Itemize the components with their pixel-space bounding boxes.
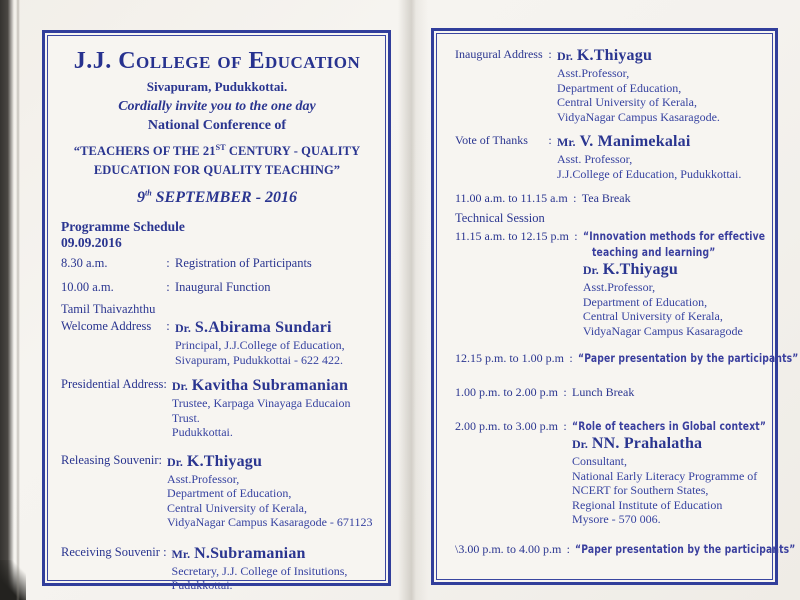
person-title-prefix: Dr. bbox=[557, 49, 573, 63]
person-subline: Mysore - 570 006. bbox=[572, 512, 661, 526]
title-line1-superscript: ST bbox=[215, 142, 226, 152]
programme-schedule-heading: Programme Schedule bbox=[61, 219, 185, 234]
conference-title bbox=[61, 142, 373, 180]
person-name: NN. Prahalatha bbox=[591, 435, 703, 452]
schedule-row-registration bbox=[61, 255, 373, 272]
person-name: K.Thiyagu bbox=[186, 452, 263, 470]
schedule-row-presidential-address bbox=[61, 376, 373, 440]
tamil-thaivazhthu-line: Tamil Thaivazhthu bbox=[61, 302, 156, 316]
person-title-prefix: Mr. bbox=[171, 546, 191, 561]
row-colon: : bbox=[569, 351, 573, 365]
schedule-row-releasing-souvenir bbox=[61, 452, 373, 530]
person-subline: Department of Education, bbox=[167, 486, 292, 500]
row-session bbox=[578, 350, 800, 366]
row-person bbox=[557, 46, 762, 124]
row-label: Inaugural Address bbox=[455, 47, 543, 61]
row-time-label: 11.00 a.m. to 11.15 a.m bbox=[455, 191, 568, 205]
person-subline: Principal, J.J.College of Education, bbox=[175, 338, 345, 352]
person-subline: VidyaNagar Campus Kasaragode. bbox=[557, 109, 720, 124]
session-title-line2 bbox=[583, 244, 800, 260]
row-session bbox=[575, 541, 800, 557]
date-superscript: th bbox=[144, 188, 152, 198]
person-subline: Department of Education, bbox=[557, 80, 682, 95]
row-colon: : bbox=[166, 280, 170, 294]
person-name-line bbox=[167, 452, 373, 472]
person-subline: Central University of Kerala, bbox=[582, 309, 723, 323]
conference-title-line1 bbox=[61, 142, 373, 161]
row-event: Registration of Participants bbox=[175, 256, 312, 270]
scan-corner-shadow bbox=[0, 560, 26, 600]
person-subline: Central University of Kerala, bbox=[557, 95, 697, 109]
row-time-label: 2.00 p.m. to 3.00 p.m bbox=[455, 419, 559, 433]
row-colon: : bbox=[563, 419, 567, 433]
person-name: N.Subramanian bbox=[194, 544, 306, 562]
left-page bbox=[42, 30, 391, 592]
person-title-prefix: Dr. bbox=[582, 263, 599, 277]
row-colon: : bbox=[548, 47, 552, 61]
person-subline: NCERT for Southern States, bbox=[572, 483, 709, 497]
row-person bbox=[172, 376, 373, 440]
conference-title-line2: EDUCATION FOR QUALITY TEACHING” bbox=[93, 163, 341, 177]
person-title-prefix: Dr. bbox=[175, 321, 191, 335]
row-time-label: 10.00 a.m. bbox=[61, 280, 114, 294]
session-title-text: “Innovation methods for effective bbox=[582, 229, 766, 243]
person-title-prefix: Dr. bbox=[572, 437, 588, 451]
paper-crease bbox=[16, 0, 20, 600]
session-title-text: “Paper presentation by the participants” bbox=[575, 541, 796, 556]
row-person bbox=[167, 452, 373, 530]
programme-schedule-date: 09.09.2016 bbox=[61, 235, 122, 250]
person-subline: Sivapuram, Pudukkottai - 622 422. bbox=[175, 352, 343, 367]
person-name-line bbox=[572, 434, 800, 454]
right-page-content bbox=[441, 38, 799, 575]
row-time-label: 11.15 a.m. to 12.15 p.m bbox=[455, 229, 569, 243]
row-colon: : bbox=[563, 385, 567, 399]
right-page-inner-border bbox=[436, 33, 799, 580]
row-time-label: 12.15 p.m. to 1.00 p.m bbox=[455, 351, 565, 365]
row-colon: : bbox=[574, 229, 578, 243]
session-title-text: teaching and learning” bbox=[591, 245, 716, 259]
person-subline: Secretary, J.J. College of Insitutions, bbox=[171, 563, 348, 578]
person-name-line bbox=[557, 132, 762, 152]
row-label: Vote of Thanks bbox=[455, 133, 528, 147]
schedule-row-receiving-souvenir bbox=[61, 544, 373, 593]
row-person bbox=[172, 544, 373, 593]
conference-line: National Conference of bbox=[147, 118, 287, 133]
person-subline: Department of Education, bbox=[582, 294, 708, 309]
invite-line: Cordially invite you to the one day bbox=[118, 99, 316, 114]
title-line1-text: “TEACHERS OF THE 21 bbox=[73, 144, 216, 158]
person-subline: Asst.Professor, bbox=[167, 471, 240, 486]
row-event: Lunch Break bbox=[572, 385, 635, 399]
person-name-line bbox=[172, 376, 373, 396]
schedule-row-paper-presentation-1 bbox=[455, 350, 799, 366]
row-session bbox=[572, 418, 800, 527]
person-subline: Trustee, Karpaga Vinayaga Educaion Trust. bbox=[171, 396, 351, 425]
title-line1-tail: CENTURY - QUALITY bbox=[225, 144, 361, 158]
person-subline: VidyaNagar Campus Kasaragode - 671123 bbox=[167, 515, 373, 529]
person-name: S.Abirama Sundari bbox=[194, 319, 332, 336]
person-subline: VidyaNagar Campus Kasaragode bbox=[582, 323, 743, 338]
schedule-row-technical-session-2 bbox=[455, 418, 767, 527]
row-label: Receiving Souvenir : bbox=[61, 544, 167, 559]
person-name: K.Thiyagu bbox=[576, 47, 653, 64]
row-label: Presidential Address: bbox=[61, 377, 167, 391]
row-time-label: 8.30 a.m. bbox=[61, 256, 108, 270]
college-name: J.J. College of Education bbox=[73, 48, 361, 74]
person-subline: National Early Literacy Programme of bbox=[572, 468, 758, 483]
technical-session-line: Technical Session bbox=[455, 211, 545, 225]
person-name: K.Thiyagu bbox=[602, 261, 678, 278]
person-subline: Consultant, bbox=[572, 454, 628, 468]
row-colon: : bbox=[166, 319, 170, 333]
person-subline: Asst.Professor, bbox=[582, 280, 656, 294]
person-subline: Regional Institute of Education bbox=[572, 497, 723, 512]
row-time-label: 1.00 p.m. to 2.00 p.m bbox=[455, 385, 559, 399]
center-fold-shadow bbox=[398, 0, 428, 600]
invitation-header bbox=[61, 48, 373, 208]
right-page bbox=[431, 28, 799, 585]
row-session bbox=[583, 228, 800, 338]
schedule-row-paper-presentation-2 bbox=[455, 541, 796, 557]
person-subline: J.J.College of Education, Pudukkottai. bbox=[557, 166, 742, 181]
person-name-line bbox=[175, 318, 373, 338]
person-subline: Central University of Kerala, bbox=[167, 500, 307, 515]
row-person bbox=[557, 132, 762, 181]
scan-edge-shadow bbox=[0, 0, 14, 600]
left-page-content bbox=[52, 40, 381, 592]
row-label: Releasing Souvenir: bbox=[61, 452, 163, 467]
person-name: V. Manimekalai bbox=[579, 133, 691, 150]
schedule-row-welcome-address bbox=[61, 318, 373, 367]
row-colon: : bbox=[548, 133, 552, 147]
date-day: 9 bbox=[136, 189, 145, 206]
person-name-line bbox=[172, 544, 373, 564]
session-title-line1 bbox=[583, 228, 800, 244]
person-subline: Pudukkottai. bbox=[171, 578, 233, 592]
person-name-line bbox=[583, 260, 800, 280]
row-colon: : bbox=[166, 256, 170, 270]
row-person bbox=[175, 318, 373, 367]
person-subline: Pudukkottai. bbox=[171, 425, 233, 439]
person-name: Kavitha Subramanian bbox=[191, 377, 349, 394]
schedule-row-tea-break bbox=[455, 190, 762, 206]
session-title-text: “Paper presentation by the participants” bbox=[578, 351, 799, 365]
row-time-label: \3.00 p.m. to 4.00 p.m bbox=[455, 541, 562, 556]
row-colon: : bbox=[566, 541, 571, 556]
schedule-row-lunch-break bbox=[455, 384, 762, 400]
schedule-row-technical-session-1 bbox=[455, 228, 766, 338]
date-month-year: SEPTEMBER - 2016 bbox=[151, 189, 298, 206]
row-event: Tea Break bbox=[581, 191, 631, 205]
person-subline: Asst.Professor, bbox=[557, 66, 630, 80]
person-title-prefix: Dr. bbox=[171, 379, 188, 393]
college-location: Sivapuram, Pudukkottai. bbox=[146, 79, 288, 94]
left-page-inner-border bbox=[47, 35, 386, 592]
schedule-row-vote-of-thanks bbox=[455, 132, 762, 181]
row-colon: : bbox=[573, 191, 577, 205]
person-title-prefix: Mr. bbox=[557, 135, 576, 149]
session-title-line1 bbox=[572, 418, 800, 434]
person-title-prefix: Dr. bbox=[167, 454, 183, 469]
session-title-text: “Role of teachers in Global context” bbox=[572, 419, 767, 433]
person-subline: Asst. Professor, bbox=[557, 152, 633, 166]
row-event: Inaugural Function bbox=[175, 280, 271, 294]
schedule-row-inaugural-address bbox=[455, 46, 762, 124]
person-name-line bbox=[557, 46, 762, 66]
row-label: Welcome Address bbox=[61, 319, 152, 333]
schedule-row-inaugural-function bbox=[61, 279, 373, 296]
conference-date bbox=[61, 188, 373, 208]
